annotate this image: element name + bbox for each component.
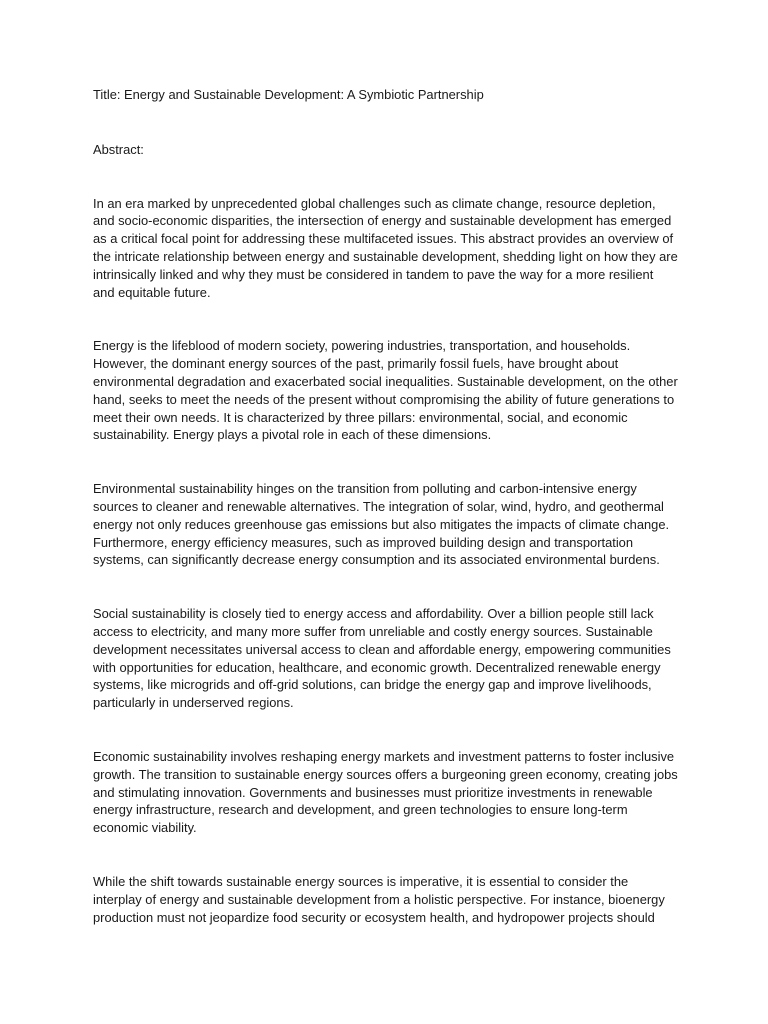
abstract-paragraph-2: Energy is the lifeblood of modern society, powering industries, transportation, and households. However, the dominant energy sources of the past, primarily fossil fuels, have brought about environmental degradation and exacerbated social inequalities. Sustainable development, on the other hand, seeks to meet the needs of the present without compromising the ability of future generations to meet their own needs. It is characterized by three pillars: environmental, social, and economic sustainability. Energy plays a pivotal role in each of these dimensions. xyxy=(93,338,678,443)
abstract-paragraph-5: Economic sustainability involves reshaping energy markets and investment patterns to foster inclusive growth. The transition to sustainable energy sources offers a burgeoning green economy, creating jobs and stimulating innovation. Governments and businesses must prioritize investments in renewable energy infrastructure, research and development, and green technologies to ensure long-term economic viability. xyxy=(93,748,678,836)
document-page xyxy=(93,86,678,962)
abstract-label: Abstract: xyxy=(93,141,144,157)
document-title: Title: Energy and Sustainable Development: A Symbiotic Partnership xyxy=(93,87,484,102)
abstract-paragraph-6: While the shift towards sustainable energy sources is imperative, it is essential to consider the interplay of energy and sustainable development from a holistic perspective. For instance, bioenergy production must not jeopardize food security or ecosystem health, and hydropower projects should xyxy=(93,873,665,925)
abstract-paragraph-3: Environmental sustainability hinges on the transition from polluting and carbon-intensive energy sources to cleaner and renewable alternatives. The integration of solar, wind, hydro, and geothermal energy not only reduces greenhouse gas emissions but also mitigates the impacts of climate change. Furthermore, energy efficiency measures, such as improved building design and transportation systems, can significantly decrease energy consumption and its associated environmental burdens. xyxy=(93,481,670,568)
abstract-paragraph-4: Social sustainability is closely tied to energy access and affordability. Over a billion people still lack access to electricity, and many more suffer from unreliable and costly energy sources. Sustainable development necessitates universal access to clean and affordable energy, empowering communities with opportunities for education, healthcare, and economic growth. Decentralized renewable energy systems, like microgrids and off-grid solutions, can bridge the energy gap and improve livelihoods, particularly in underserved regions. xyxy=(93,606,671,711)
abstract-paragraph-1: In an era marked by unprecedented global challenges such as climate change, resource depletion, and socio-economic disparities, the intersection of energy and sustainable development has emerged as a critical focal point for addressing these multifaceted issues. This abstract provides an overview of the intricate relationship between energy and sustainable development, shedding light on how they are intrinsically linked and why they must be considered in tandem to pave the way for a more resilient and equitable future. xyxy=(93,195,678,300)
